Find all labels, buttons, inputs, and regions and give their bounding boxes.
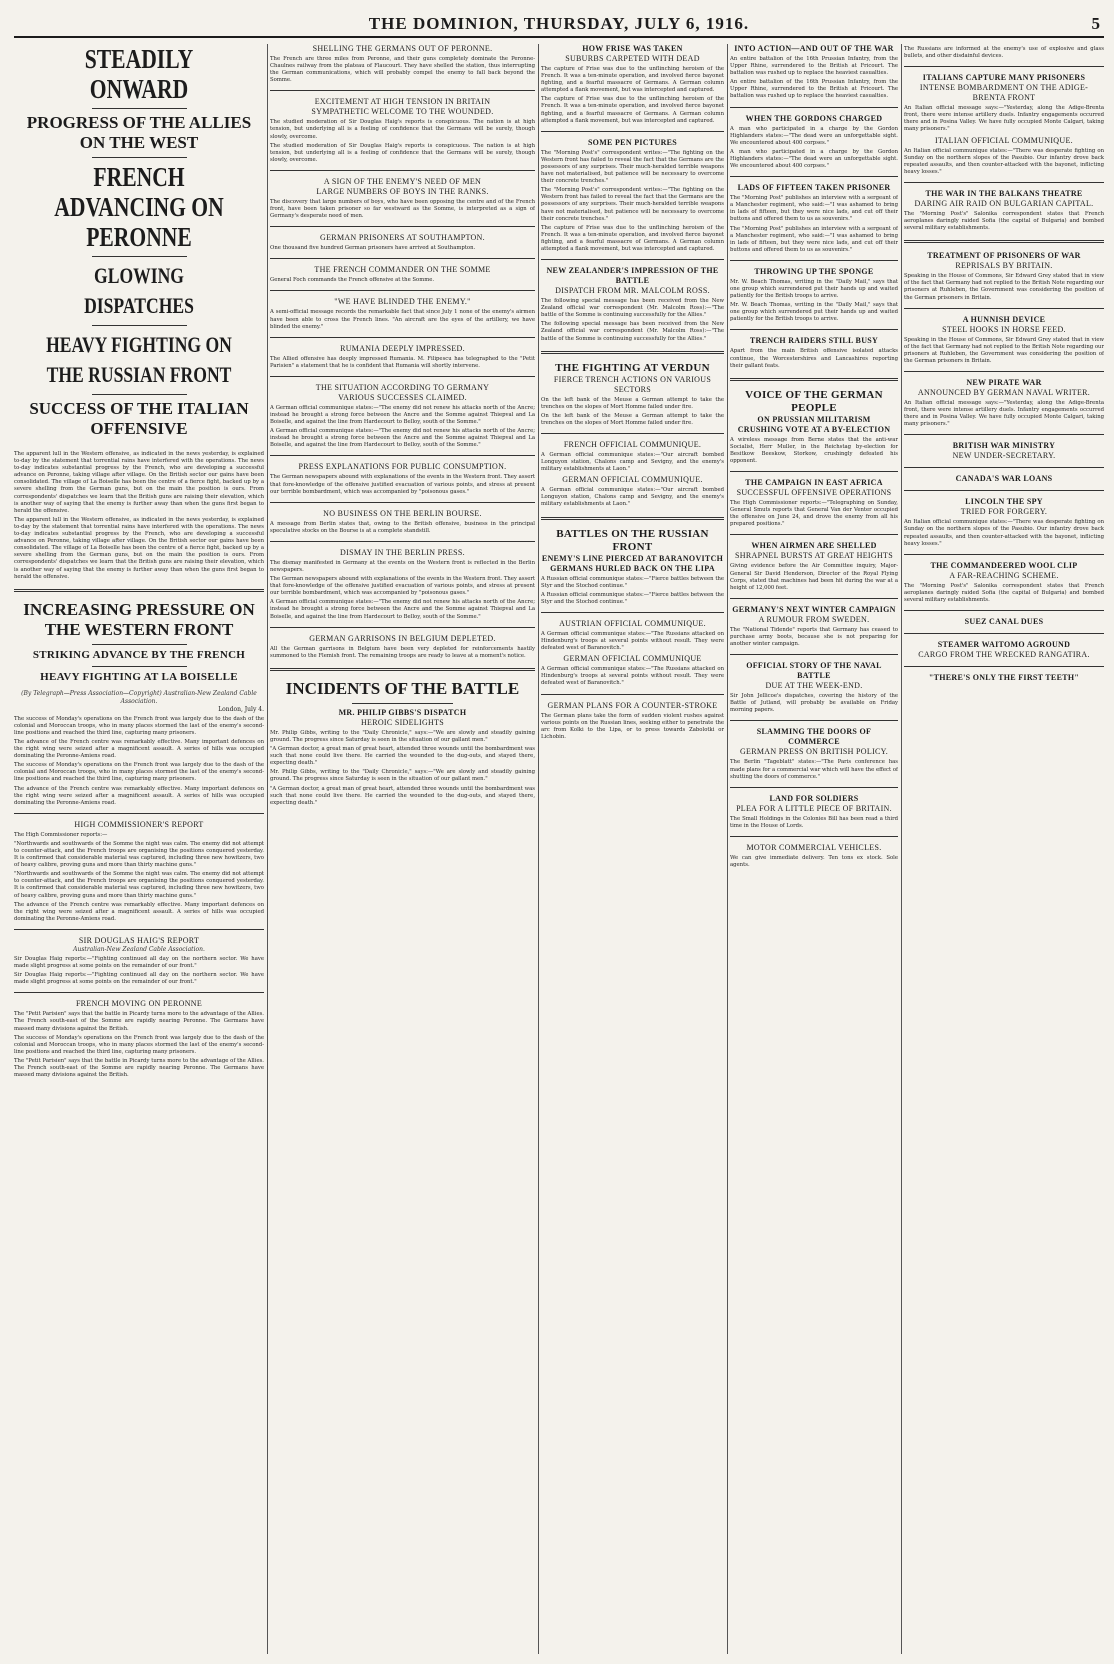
- column-5: [904, 44, 1104, 1654]
- subhead-crushing-vote: CRUSHING VOTE AT A BY-ELECTION: [737, 424, 891, 434]
- subhead-forgery: TRIED FOR FORGERY.: [960, 507, 1048, 517]
- paragraph: A Russian official communique states:—"Fierce battles between the Styr and the Stochod continue.": [541, 575, 724, 589]
- paragraph: Sir Douglas Haig reports:—"Fighting continued all day on the northern sector. We have made slight progress at some points on the remainder of our front.": [14, 972, 264, 986]
- subhead-into-action: INTO ACTION—AND OUT OF THE WAR: [734, 44, 894, 53]
- paragraph: A man who participated in a charge by the Gordon Highlanders states:—"The dead were an unforgettable sight. We encountered about 400 corpses.": [730, 125, 898, 146]
- newspaper-title: THE DOMINION, THURSDAY, JULY 6, 1916.: [368, 14, 750, 33]
- paragraph: The "Petit Parisien" says that the battle in Picardy turns more to the advantage of the Allies. The French south-east of the Somme are rapidly nearing Peronne. The Germans have massed many divisions against the British.: [14, 1011, 264, 1032]
- paragraph: The capture of Frise was due to the unflinching heroism of the French. It was a ten-minute operation, and involved fierce bayonet fighting, and a fearful massacre of Germans. A German column attempted a flank movement, but was intercepted and captured.: [541, 66, 724, 94]
- subhead-trench-actions: FIERCE TRENCH ACTIONS ON VARIOUS SECTORS: [553, 374, 712, 394]
- subhead-malcolm-ross: DISPATCH FROM MR. MALCOLM ROSS.: [555, 286, 710, 296]
- subhead-hunnish-device: A HUNNISH DEVICE: [962, 314, 1046, 324]
- paragraph: Giving evidence before the Air Committee inquiry, Major-General Sir David Henderson, Director of the Royal Flying Corps, stated that machines had been hit during the war at a height of 12,000 feet.: [730, 563, 898, 591]
- paragraph: The advance of the French centre was remarkably effective. Many important defences on the right wing were seized after a magnificent assault. A series of hills was occupied dominating the Peronne-Amiens road.: [14, 785, 264, 806]
- paragraph: A German official communique states:—"Our aircraft bombed Longuyon station, Chalons camp and Sevigny, and the enemy's military establishments at Laon.": [541, 452, 724, 473]
- headline-russian-front: HEAVY FIGHTING ON THE RUSSIAN FRONT: [46, 332, 232, 387]
- paragraph: An Italian official communique states:—"There was desperate fighting on Sunday on the northern slopes of the Pasubio. Our infantry drove back repeated assaults, and then counter-attacked with the bayonet, inflicting heavy losses.": [904, 147, 1104, 175]
- paragraph: The success of Monday's operations on the French front was largely due to the dash of the colonial and Moroccan troops, who in many places stormed the last of the enemy's second-line positions and reached the third line, capturing many prisoners.: [14, 1034, 264, 1055]
- subhead-berlin-bourse: NO BUSINESS ON THE BERLIN BOURSE.: [323, 508, 482, 518]
- column-3: [541, 44, 724, 1654]
- paragraph: The "Morning Post's" correspondent writes:—"The fighting on the Western front has failed to reveal the fact that the Germans are the possessors of any surprises. Their much-heralded terrible weapons have not materialised, but patience will be necessary to overcome their concrete trenches.": [541, 149, 724, 185]
- subhead-shelling-germans: SHELLING THE GERMANS OUT OF PERONNE.: [312, 44, 493, 53]
- paragraph: Apart from the main British offensive isolated attacks continue, the Worcestershires and Lancashires reporting their gallant feats.: [730, 348, 898, 369]
- paragraph: The "Morning Post's" Salonika correspondent states that French aeroplanes daringly raided Sofia (the capital of Bulgaria) and bombed several military establishments.: [904, 210, 1104, 232]
- subhead-striking-advance: STRIKING ADVANCE BY THE FRENCH: [32, 648, 246, 661]
- subhead-austrian-communique: AUSTRIAN OFFICIAL COMMUNIQUE.: [559, 618, 706, 628]
- paragraph: The advance of the French centre was remarkably effective. Many important defences on the right wing were seized after a magnificent assault. A series of hills was occupied dominating the Peronne-Amiens road.: [14, 738, 264, 760]
- paragraph: The German newspapers abound with explanations of the events in the Western front. They assert that fore-knowledge of the offensive justified evacuation of various points, and stress at present our terrible bombardment, which was accompanied by "poisonous gases.": [270, 576, 535, 597]
- subhead-winter-campaign: GERMANY'S NEXT WINTER CAMPAIGN: [732, 604, 896, 614]
- subhead-press-explanations: PRESS EXPLANATIONS FOR PUBLIC CONSUMPTION.: [298, 462, 507, 472]
- paragraph: The following special message has been received from the New Zealand official war correspondent (Mr. Malcolm Ross):—"The battle of the Somme is continuing successfully for the Allies.": [541, 321, 724, 342]
- subhead-rumania: RUMANIA DEEPLY IMPRESSED.: [340, 343, 465, 353]
- paragraph: A German official communique states:—"The enemy did not renew his attacks north of the Ancre; instead he brought a strong force between the Ancre and the Somme against Thiepval and La Boiselle, and against the line from Hardecourt to Belloy, south of the Somme.": [270, 404, 535, 426]
- paragraph: The High Commissioner reports:—"Telegraphing on Sunday, General Smuts reports that General Van der Venter occupied the offensive on June 24, and drove the enemy from all his prepared positions.": [730, 500, 898, 528]
- subhead-trench-raiders: TRENCH RAIDERS STILL BUSY: [749, 336, 879, 346]
- subhead-blinded-enemy: "WE HAVE BLINDED THE ENEMY.": [334, 297, 471, 307]
- paragraph: A man who participated in a charge by the Gordon Highlanders states:—"The dead were an unforgettable sight. We encountered about 400 corpses.": [730, 148, 898, 170]
- subhead-prussian-militarism: ON PRUSSIAN MILITARISM: [757, 414, 871, 424]
- subhead-baranovitch: ENEMY'S LINE PIERCED AT BARANOVITCH: [541, 553, 724, 563]
- paragraph: The dismay manifested in Germany at the events on the Western front is reflected in the Berlin newspapers.: [270, 559, 535, 573]
- paragraph: The success of Monday's operations on the French front was largely due to the dash of the colonial and Moroccan troops, who in many places stormed the last of the enemy's second-line positions and reached the third line, capturing many prisoners.: [14, 762, 264, 783]
- headline-steadily-onward: STEADILY ONWARD: [84, 44, 194, 104]
- column-2: [270, 44, 535, 1654]
- subhead-frise: HOW FRISE WAS TAKEN: [582, 44, 683, 53]
- paragraph: A German official communique states:—"The Russians attacked on Hindenburg's troops at several points without result. They were defeated west of Baranovitch.": [541, 630, 724, 652]
- subhead-suburbs: SUBURBS CARPETED WITH DEAD: [565, 54, 700, 63]
- column-rule: [901, 44, 902, 1654]
- paragraph: A Russian official communique states:—"Fierce battles between the Styr and the Stochod continue.": [541, 591, 724, 605]
- page-number: 5: [1091, 14, 1100, 33]
- paragraph: One thousand five hundred German prisoners have arrived at Southampton.: [270, 245, 476, 252]
- subhead-waitomo: STEAMER WAITOMO AGROUND: [937, 640, 1071, 649]
- headline-french-advancing: FRENCH ADVANCING ON PERONNE: [54, 162, 224, 252]
- paragraph: The advance of the French centre was remarkably effective. Many important defences on the right wing were seized after a magnificent assault. A series of hills was occupied dominating the Peronne-Amiens road.: [14, 901, 264, 922]
- paragraph: On the left bank of the Meuse a German attempt to take the trenches on the slopes of Mort Homme failed under fire.: [541, 412, 724, 426]
- subhead-week-end: DUE AT THE WEEK-END.: [765, 681, 863, 691]
- subhead-under-secretary: NEW UNDER-SECRETARY.: [952, 451, 1056, 461]
- subhead-heroic-sidelights: HEROIC SIDELIGHTS: [360, 717, 445, 727]
- paragraph: All the German garrisons in Belgium have been very depleted for reinforcements hastily summoned to the Flemish front. The remaining troops are ready to leave at a moment's notice.: [270, 645, 535, 659]
- headline-voice-german-people: VOICE OF THE GERMAN PEOPLE: [745, 388, 883, 414]
- paragraph: "A German doctor, a great man of great heart, attended three wounds until the bombardment was such that none could live there. He carried the wounded to the dug-outs, and stayed there, expecting death.": [270, 746, 535, 767]
- dateline: London, July 4.: [218, 705, 264, 713]
- subhead-german-communique: GERMAN OFFICIAL COMMUNIQUE.: [562, 475, 703, 485]
- subhead-haig-report: SIR DOUGLAS HAIG'S REPORT: [78, 935, 200, 945]
- headline-italian-offensive: SUCCESS OF THE ITALIAN OFFENSIVE: [29, 399, 249, 438]
- subhead-italian-communique: ITALIAN OFFICIAL COMMUNIQUE.: [935, 135, 1073, 145]
- subhead-nz-impression: NEW ZEALANDER'S IMPRESSION OF THE BATTLE: [546, 266, 719, 286]
- subhead-naval-writer: ANNOUNCED BY GERMAN NAVAL WRITER.: [917, 387, 1091, 397]
- subhead-wool-clip: THE COMMANDEERED WOOL CLIP: [930, 560, 1078, 570]
- subhead-berlin-press: DISMAY IN THE BERLIN PRESS.: [340, 547, 465, 557]
- subhead-southampton: GERMAN PRISONERS AT SOUTHAMPTON.: [320, 233, 485, 243]
- advert-motor-vehicles: MOTOR COMMERCIAL VEHICLES.: [746, 842, 882, 852]
- paragraph: A German official communique states:—"Our aircraft bombed Longuyon station, Chalons camp and Sevigny, and the enemy's military establishments at Laon.": [541, 487, 724, 508]
- paragraph: "A German doctor, a great man of great heart, attended three wounds until the bombardment was such that none could live there. He carried the wounded to the dug-outs, and stayed there, expecting death.": [270, 785, 535, 806]
- subhead-plea-britain: PLEA FOR A LITTLE PIECE OF BRITAIN.: [736, 803, 892, 813]
- paragraph: An entire battalion of the 16th Prussian Infantry, from the Upper Rhine, surrendered to the British at Fricourt. The battalion was rushed up to replace the heaviest casualties.: [730, 56, 898, 77]
- paragraph: The Small Holdings in the Colonies Bill has been read a third time in the House of Lords.: [730, 815, 898, 829]
- subhead-french-commander: THE FRENCH COMMANDER ON THE SOMME: [314, 265, 491, 275]
- subhead-gordons: WHEN THE GORDONS CHARGED: [745, 113, 883, 123]
- subhead-adige-brenta: INTENSE BOMBARDMENT ON THE ADIGE-BRENTA FRONT: [919, 83, 1089, 103]
- headline-progress: PROGRESS OF THE ALLIES ON THE WEST: [26, 113, 252, 152]
- subhead-land-soldiers: LAND FOR SOLDIERS: [769, 793, 859, 803]
- subhead-sponge: THROWING UP THE SPONGE: [754, 266, 874, 276]
- subhead-shrapnel: SHRAPNEL BURSTS AT GREAT HEIGHTS: [735, 551, 893, 561]
- paragraph: Mr. Philip Gibbs, writing to the "Daily Chronicle," says:—"We are slowly and steadily gaining ground. The progress since Saturday is seen in the situation of our gallant men.": [270, 769, 535, 783]
- paragraph: The "Morning Post's" Salonika correspondent states that French aeroplanes daringly raided Sofia (the capital of Bulgaria) and bombed several military establishments.: [904, 582, 1104, 603]
- paragraph: The High Commissioner reports:—: [14, 831, 108, 838]
- subhead-need-of-men: A SIGN OF THE ENEMY'S NEED OF MEN: [323, 176, 482, 186]
- paragraph: Mr. Philip Gibbs, writing to the "Daily Chronicle," says:—"We are slowly and steadily gaining ground. The progress since Saturday is seen in the situation of our gallant men.": [270, 729, 535, 743]
- headline-glowing-dispatches: GLOWING DISPATCHES: [84, 263, 194, 318]
- subhead-pen-pictures: SOME PEN PICTURES: [587, 137, 678, 147]
- subhead-french-communique: FRENCH OFFICIAL COMMUNIQUE.: [563, 440, 702, 449]
- subhead-situation-germany: THE SITUATION ACCORDING TO GERMANY: [315, 382, 490, 392]
- paragraph: The capture of Frise was due to the unflinching heroism of the French. It was a ten-minute operation, and involved fierce bayonet fighting, and a fearful massacre of Germans. A German column attempted a flank movement, but was intercepted and captured.: [541, 96, 724, 124]
- article-intro: The apparent lull in the Western offensive, as indicated in the news yesterday, is explained to-day by the statement that torrential rains have interfered with the operations. The news to-day indicates substantial progress by the French, who are developing a successful advance on Peronne, taking village after village. On the British sector our gains have been consolidated. The village of La Boiselle has been the centre of a fierce fight, backed up by a severe shelling from the German guns, but on the main the position is ours. From correspondents' dispatches we learn that the British guns are raising their elevation, which is another way of saying that the enemy is further away than when the guns first began to herald the offensive.: [14, 451, 264, 514]
- paragraph: "Northwards and southwards of the Somme the night was calm. The enemy did not attempt to counter-attack, and the French troops are organising the positions conquered yesterday. It is confirmed that considerable material was captured, including three new howitzers, two of heavy calibre, proving guns and more than thirty machine guns.": [14, 871, 264, 899]
- subhead-german-press: GERMAN PRESS ON BRITISH POLICY.: [739, 747, 889, 757]
- paragraph: The capture of Frise was due to the unflinching heroism of the French. It was a ten-minute operation, and involved fierce bayonet fighting, and a fearful massacre of Germans. A German column attempted a flank movement, but was intercepted and captured.: [541, 224, 724, 252]
- column-rule: [538, 44, 539, 1654]
- headline-russian-battles: BATTLES ON THE RUSSIAN FRONT: [556, 527, 709, 553]
- credit-line: Australian-New Zealand Cable Association.: [73, 945, 205, 953]
- subhead-welcome-wounded: SYMPATHETIC WELCOME TO THE WOUNDED.: [311, 107, 494, 117]
- subhead-reprisals: REPRISALS BY BRITAIN.: [955, 261, 1053, 271]
- subhead-war-ministry: BRITISH WAR MINISTRY: [952, 441, 1056, 451]
- column-4: [730, 44, 898, 1654]
- subhead-airmen-shelled: WHEN AIRMEN ARE SHELLED: [751, 541, 877, 551]
- subhead-suez-canal: SUEZ CANAL DUES: [964, 617, 1044, 626]
- paragraph: A German official communique states:—"The enemy did not renew his attacks north of the Ancre; instead he brought a strong force between the Ancre and the Somme against Thiepval and La Boiselle, and against the line from Hardecourt to Belloy, south of the Somme.": [270, 428, 535, 449]
- paragraph: A German official communique states:—"The enemy did not renew his attacks north of the Ancre; instead he brought a strong force between the Ancre and the Somme against Thiepval and La Boiselle, and against the line from Hardecourt to Belloy, south of the Somme.": [270, 599, 535, 620]
- subhead-lipa: GERMANS HURLED BACK ON THE LIPA: [550, 563, 715, 573]
- subhead-la-boiselle: HEAVY FIGHTING AT LA BOISELLE: [40, 670, 238, 683]
- column-rule: [727, 44, 728, 1654]
- subhead-east-africa: THE CAMPAIGN IN EAST AFRICA: [745, 478, 883, 488]
- subhead-air-raid: DARING AIR RAID ON BULGARIAN CAPITAL.: [914, 198, 1094, 208]
- credit-line: (By Telegraph—Press Association—Copyright) Australian-New Zealand Cable Association.: [21, 689, 257, 705]
- column-rule: [267, 44, 268, 1654]
- subhead-belgium-garrisons: GERMAN GARRISONS IN BELGIUM DEPLETED.: [309, 633, 496, 643]
- paragraph: The "Petit Parisien" says that the battle in Picardy turns more to the advantage of the Allies. The French south-east of the Somme are rapidly nearing Peronne. The Germans have massed many divisions against the British.: [14, 1057, 264, 1079]
- column-1: [14, 44, 264, 1654]
- paragraph: The French are three miles from Peronne, and their guns completely dominate the Peronne-Chaulnes railway from the plateau of Flaucourt. They have shelled the station, thus interrupting the German communications, which will probably compel the enemy to fall back beyond the Somme.: [270, 56, 535, 84]
- subhead-lads-fifteen: LADS OF FIFTEEN TAKEN PRISONER: [737, 183, 891, 193]
- paragraph: The "Morning Post" publishes an interview with a sergeant of a Manchester regiment, who said:—"I was ashamed to bring in lads of fifteen, but they were nice lads, and cut off their buttons and offered them to us as souvenirs.": [730, 195, 898, 223]
- paragraph: The success of Monday's operations on the French front was largely due to the dash of the colonial and Moroccan troops, who in many places stormed the last of the enemy's second-line positions and reached the third line, capturing many prisoners.: [14, 715, 264, 736]
- paragraph: A wireless message from Berne states that the anti-war Socialist, Herr Muller, in the Reichstag by-election for Besitkow Beeskow, Storkow, crushingly defeated his opponent.: [730, 436, 898, 464]
- paragraph: The following special message has been received from the New Zealand official war correspondent (Mr. Malcolm Ross):—"The battle of the Somme is continuing successfully for the Allies.": [541, 298, 724, 319]
- paragraph: Speaking in the House of Commons, Sir Edward Grey stated that in view of the fact that Germany had not replied to the British Note regarding our prisoners at Ruhleben, the Government was considering the position of the German prisoners in Britain.: [904, 273, 1104, 301]
- subhead-rumour-sweden: A RUMOUR FROM SWEDEN.: [758, 614, 870, 624]
- paragraph: An Italian official message says:—"Yesterday, along the Adige-Brenta front, there were intense artillery duels. Infantry engagements occurred there and in Posina Valley. We have fully occupied Monte Calgari, taking many prisoners.": [904, 399, 1104, 428]
- headline-incidents: INCIDENTS OF THE BATTLE: [285, 678, 520, 698]
- subhead-italians-prisoners: ITALIANS CAPTURE MANY PRISONERS: [922, 73, 1086, 83]
- paragraph: Mr. W. Beach Thomas, writing in the "Daily Mail," says that one group which surrendered put their hands up and waited patiently for the British troops to arrive.: [730, 278, 898, 300]
- subhead-canada-loans: CANADA'S WAR LOANS: [955, 474, 1053, 484]
- paragraph: The "Morning Post's" correspondent writes:—"The fighting on the Western front has failed to reveal the fact that the Germans are the possessors of any surprises. Their much-heralded terrible weapons have not materialised, but patience will be necessary to overcome their concrete trenches.": [541, 187, 724, 222]
- paragraph: Speaking in the House of Commons, Sir Edward Grey stated that in view of the fact that Germany had not replied to the British Note regarding our prisoners at Ruhleben, the Government was considering the position of the German prisoners in Britain.: [904, 336, 1104, 364]
- paragraph: On the left bank of the Meuse a German attempt to take the trenches on the slopes of Mort Homme failed under fire.: [541, 396, 724, 410]
- subhead-german-communique-2: GERMAN OFFICIAL COMMUNIQUE: [563, 654, 702, 664]
- paragraph: Sir John Jellicoe's dispatches, covering the history of the Battle of Jutland, will probably be available on Friday morning papers.: [730, 693, 898, 714]
- paragraph: The Russians are informed at the enemy's use of explosive and glass bullets, and other disdainful devices.: [904, 46, 1104, 60]
- paragraph: The "National Tidende" reports that Germany has ceased to purchase army boots, because she is not preparing for another winter campaign.: [730, 626, 898, 648]
- paragraph: An entire battalion of the 16th Prussian Infantry, from the Upper Rhine, surrendered to the British at Fricourt. The battalion was rushed up to replace the heaviest casualties.: [730, 79, 898, 100]
- subhead-doors-commerce: SLAMMING THE DOORS OF COMMERCE: [756, 727, 872, 747]
- subhead-boys-in-ranks: LARGE NUMBERS OF BOYS IN THE RANKS.: [316, 186, 489, 196]
- subhead-counter-stroke: GERMAN PLANS FOR A COUNTER-STROKE: [547, 700, 718, 710]
- subhead-french-peronne: FRENCH MOVING ON PERONNE: [75, 999, 203, 1009]
- article-intro: The apparent lull in the Western offensive, as indicated in the news yesterday, is explained to-day by the statement that torrential rains have interfered with the operations. The news to-day indicates substantial progress by the French, who are developing a successful advance on Peronne, taking village after village. On the British sector our gains have been consolidated. The village of La Boiselle has been the centre of a fierce fight, backed up by a severe shelling from the German guns, but on the main the position is ours. From correspondents' dispatches we learn that the British guns are raising their elevation, which is another way of saying that the enemy is further away than when the guns first began to herald the offensive.: [14, 516, 264, 580]
- subhead-balkans: THE WAR IN THE BALKANS THEATRE: [925, 188, 1083, 198]
- paragraph: The "Morning Post" publishes an interview with a sergeant of a Manchester regiment, who said:—"I was ashamed to bring in lads of fifteen, but they were nice lads, and cut off their buttons and offered them to us as souvenirs.": [730, 225, 898, 253]
- paragraph: The German plans take the form of sudden violent rushes against various points on the Russian lines, seeking either to penetrate the arc from Kolki to the Lipa, or to press towards Zabolotki or Lichobin.: [541, 712, 724, 740]
- paragraph: An Italian official message says:—"Yesterday, along the Adige-Brenta front, there were intense artillery duels. Infantry engagements occurred there and in Posina Valley. We have fully occupied Monte Calgari, taking many prisoners.": [904, 105, 1104, 133]
- paragraph: "Northwards and southwards of the Somme the night was calm. The enemy did not attempt to counter-attack, and the French troops are organising the positions conquered yesterday. It is confirmed that considerable material was captured, including three new howitzers, two of heavy calibre, proving guns and more than thirty machine guns.": [14, 840, 264, 869]
- paragraph: A German official communique states:—"The Russians attacked on Hindenburg's troops at several points without result. They were defeated west of Baranovitch.": [541, 666, 724, 687]
- paragraph: A message from Berlin states that, owing to the British offensive, business in the principal speculative stocks on the Bourse is at a complete standstill.: [270, 520, 535, 534]
- subhead-excitement: EXCITEMENT AT HIGH TENSION IN BRITAIN: [314, 97, 491, 107]
- headline-verdun: THE FIGHTING AT VERDUN: [555, 361, 710, 374]
- subhead-successful-offensive: SUCCESSFUL OFFENSIVE OPERATIONS: [736, 488, 892, 498]
- paragraph: The discovery that large numbers of boys, who have been opposing the centre and of the French front, have been taken prisoner so far westward as the Somme, is interpreted as a sign of Germany's desperate need of men.: [270, 198, 535, 220]
- paragraph: The studied moderation of Sir Douglas Haig's reports is conspicuous. The nation is at high tension, but underlying all is a feeling of confidence that the Germans will be surely, though slowly, overcome.: [270, 142, 535, 163]
- subhead-successes-claimed: VARIOUS SUCCESSES CLAIMED.: [338, 392, 467, 402]
- subhead-steel-hooks: STEEL HOOKS IN HORSE FEED.: [942, 324, 1066, 334]
- subhead-treatment-prisoners: TREATMENT OF PRISONERS OF WAR: [927, 251, 1081, 261]
- paragraph: General Foch commands the French offensive at the Somme.: [270, 277, 435, 284]
- masthead: [14, 10, 1104, 38]
- subhead-gibbs: MR. PHILIP GIBBS'S DISPATCH: [338, 707, 467, 717]
- paragraph: We can give immediate delivery. Ten tons ex stock. Sole agents.: [730, 854, 898, 868]
- subhead-pirate-war: NEW PIRATE WAR: [966, 377, 1042, 387]
- subhead-first-teeth: "THERE'S ONLY THE FIRST TEETH": [928, 673, 1080, 682]
- subhead-far-reaching: A FAR-REACHING SCHEME.: [949, 570, 1059, 580]
- headline-increasing-pressure: INCREASING PRESSURE ON THE WESTERN FRONT: [23, 599, 255, 639]
- paragraph: The German newspapers abound with explanations of the events in the Western front. They assert that fore-knowledge of the offensive justified evacuation of various points, and stress at present our terrible bombardment, which was accompanied by "poisonous gases.": [270, 474, 535, 495]
- paragraph: The Berlin "Tageblatt" states:—"The Paris conference has made plans for a commercial war which will have the effect of shutting the doors of commerce.": [730, 759, 898, 780]
- subhead-rangatira: CARGO FROM THE WRECKED RANGATIRA.: [918, 650, 1090, 659]
- paragraph: A semi-official message records the remarkable fact that since July 1 none of the enemy's airmen have been able to cross the French lines. "An aircraft are the eyes of the artillery, we have blinded the enemy.": [270, 309, 535, 330]
- paragraph: Sir Douglas Haig reports:—"Fighting continued all day on the northern sector. We have made slight progress at some points on the remainder of our front.": [14, 955, 264, 970]
- paragraph: Mr. W. Beach Thomas, writing in the "Daily Mail," says that one group which surrendered put their hands up and waited patiently for the British troops to arrive.: [730, 302, 898, 323]
- paragraph: An Italian official communique states:—"There was desperate fighting on Sunday on the northern slopes of the Pasubio. Our infantry drove back repeated assaults, and then counter-attacked with the bayonet, inflicting heavy losses.": [904, 519, 1104, 547]
- subhead-high-commissioner: HIGH COMMISSIONER'S REPORT: [74, 819, 204, 829]
- paragraph: The studied moderation of Sir Douglas Haig's reports is conspicuous. The nation is at high tension, but underlying all is a feeling of confidence that the Germans will be surely, though slowly, overcome.: [270, 119, 535, 140]
- subhead-lincoln-spy: LINCOLN THE SPY: [965, 497, 1043, 507]
- paragraph: The Allied offensive has deeply impressed Rumania. M. Filipescu has telegraphed to the "Petit Parisien" a statement that he is confident that Rumania will shortly intervene.: [270, 355, 535, 369]
- subhead-naval-battle: OFFICIAL STORY OF THE NAVAL BATTLE: [746, 661, 882, 681]
